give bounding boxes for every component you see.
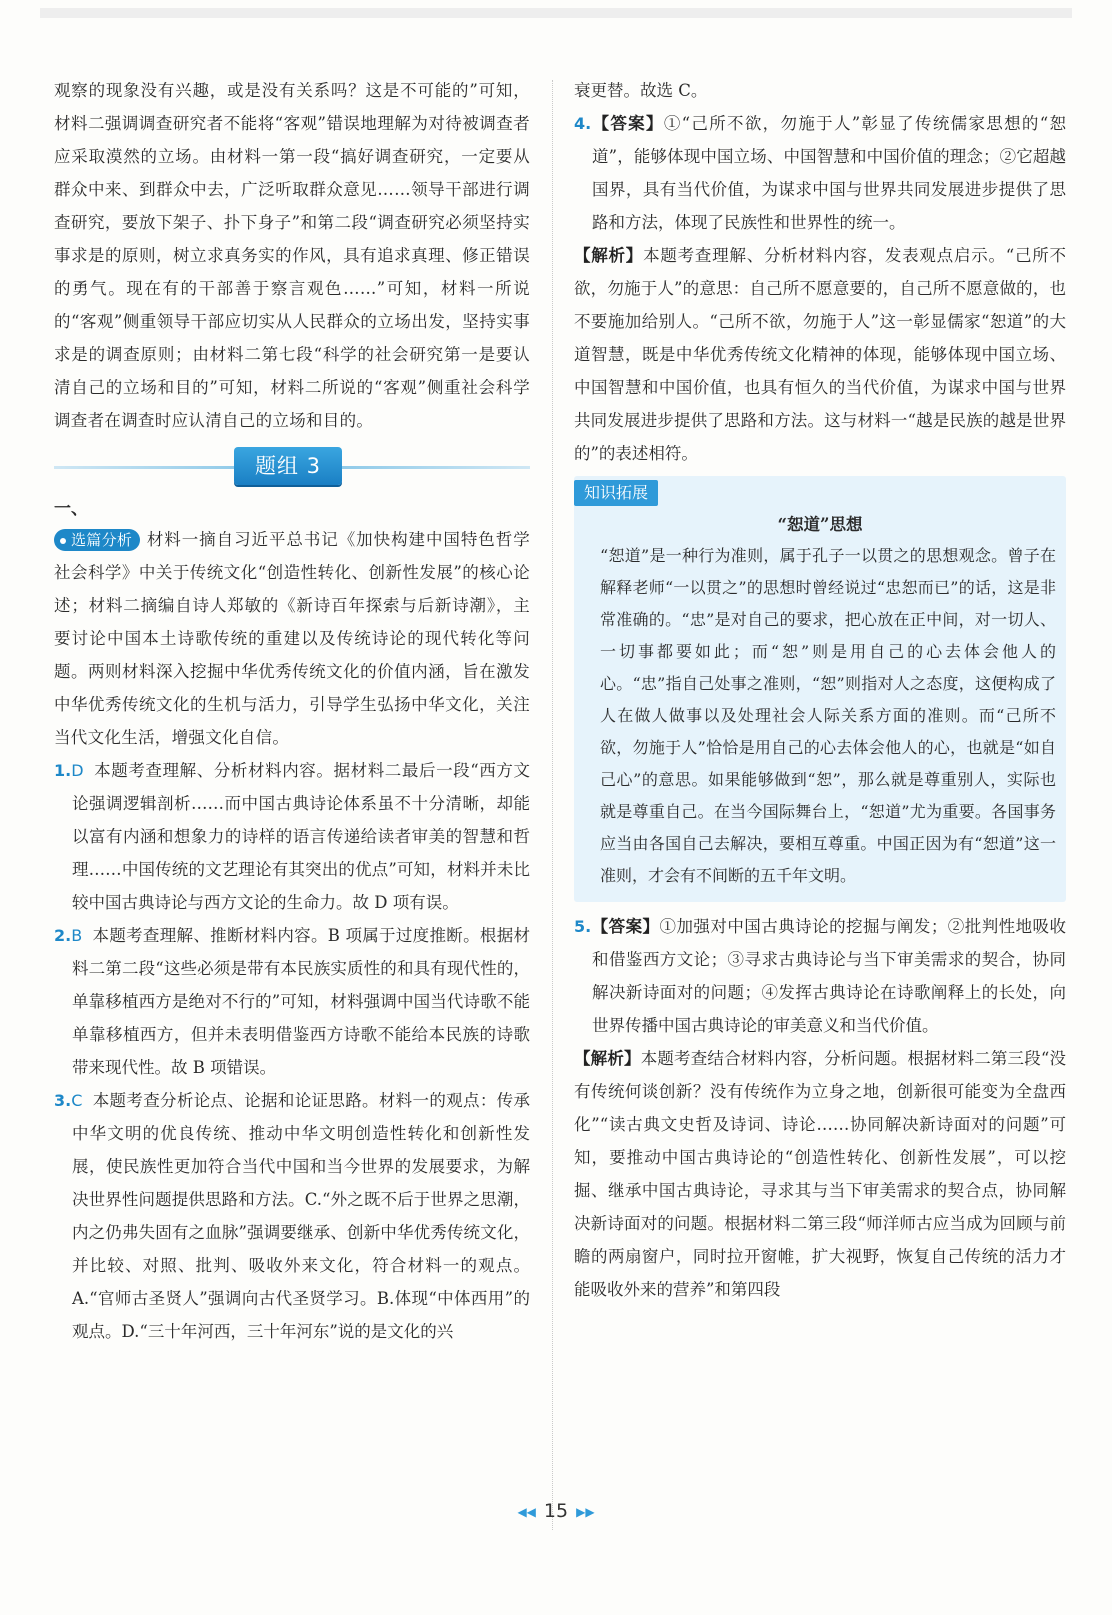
bullet-icon bbox=[60, 538, 66, 544]
knowledge-extension-box bbox=[574, 476, 1066, 902]
prev-arrow-icon: ◀◀ bbox=[517, 1504, 536, 1519]
question-5-analysis-tag: 【解析】 bbox=[574, 1049, 641, 1068]
question-4-answer-text: ①“己所不欲，勿施于人”彰显了传统儒家思想的“恕道”，能够体现中国立场、中国智慧和中国价值的理念；②它超越国界，具有当代价值，为谋求中国与世界共同发展进步提供了思路和方法，体现了民族性和世界性的统一。 bbox=[592, 114, 1067, 232]
question-2-answer: B bbox=[71, 926, 83, 945]
page-number: 15 bbox=[543, 1500, 569, 1522]
selection-analysis bbox=[54, 523, 530, 754]
question-1 bbox=[54, 754, 530, 919]
question-3-continued: 衰更替。故选 C。 bbox=[574, 81, 708, 100]
group-header bbox=[54, 447, 530, 487]
knowledge-extension-tag: 知识拓展 bbox=[574, 480, 658, 506]
question-4-answer-tag: 【答案】 bbox=[591, 114, 664, 133]
question-3 bbox=[54, 1084, 530, 1348]
question-5-analysis bbox=[574, 1042, 1066, 1306]
question-4-number: 4. bbox=[574, 114, 592, 133]
question-4-answer-block bbox=[574, 107, 1066, 239]
question-5-answer-tag: 【答案】 bbox=[591, 917, 660, 936]
question-4-analysis-tag: 【解析】 bbox=[574, 246, 644, 265]
knowledge-extension-text: “恕道”是一种行为准则，属于孔子一以贯之的思想观念。曾子在解释老师“一以贯之”的思想时曾经说过“忠恕而已”的话，这是非常准确的。“忠”是对自己的要求，把心放在正中间，对一切人、一切事都要如此；而“恕”则是用自己的心去体会他人的心。“忠”指自己处事之准则，“恕”则指对人之态度，这便构成了人在做人做事以及处理社会人际关系方面的准则。而“己所不欲，勿施于人”恰恰是用自己的心去体会他人的心，也就是“如自己心”的意思。如果能够做到“恕”，那么就是尊重别人，实际也就是尊重自己。在当今国际舞台上，“恕道”尤为重要。各国事务应当由各国自己去解决，要相互尊重。中国正因为有“恕道”这一准则，才会有不间断的五千年文明。 bbox=[600, 546, 1056, 885]
left-paragraph-continued: 观察的现象没有兴趣，或是没有关系吗？这是不可能的”可知，材料二强调调查研究者不能将“客观”错误地理解为对待被调查者应采取漠然的立场。由材料一第一段“搞好调查研究，一定要从群众中来、到群众中去，广泛听取群众意见……领导干部进行调查研究，要放下架子、扑下身子”和第二段“调查研究必须坚持实事求是的原则，树立求真务实的作风，具有追求真理、修正错误的勇气。现在有的干部善于察言观色……”可知，材料一所说的“客观”侧重领导干部应切实从人民群众的立场出发，坚持实事求是的调查原则；由材料二第七段“科学的社会研究第一是要认清自己的立场和目的”可知，材料二所说的“客观”侧重社会科学调查者在调查时应认清自己的立场和目的。 bbox=[54, 81, 530, 430]
question-1-number: 1. bbox=[54, 761, 72, 780]
question-4-analysis bbox=[574, 239, 1066, 470]
question-5-analysis-text: 本题考查结合材料内容，分析问题。根据材料二第三段“没有传统何谈创新？没有传统作为立身之地，创新很可能变为全盘西化”“读古典文史哲及诗词、诗论……协同解决新诗面对的问题”可知，要推动中国古典诗论的“创造性转化、创新性发展”，可以挖掘、继承中国古典诗论，寻求其与当下审美需求的契合点，协同解决新诗面对的问题。根据材料二第三段“师洋师古应当成为回顾与前瞻的两扇窗户，同时拉开窗帷，扩大视野，恢复自己传统的活力才能吸收外来的营养”和第四段 bbox=[574, 1049, 1067, 1299]
question-2-text: 本题考查理解、推断材料内容。B 项属于过度推断。根据材料二第二段“这些必须是带有本民族实质性的和具有现代性的，单靠移植西方是绝对不行的”可知，材料强调中国当代诗歌不能单靠移植西方，但并未表明借鉴西方诗歌不能给本民族的诗歌带来现代性。故 B 项错误。 bbox=[72, 926, 530, 1077]
question-3-answer: C bbox=[71, 1091, 83, 1110]
group-title: 题组 3 bbox=[234, 447, 342, 485]
question-2 bbox=[54, 919, 530, 1084]
knowledge-extension-title: “恕道”思想 bbox=[777, 515, 863, 534]
right-column bbox=[574, 74, 1066, 1306]
question-5-answer-block bbox=[574, 910, 1066, 1042]
question-3-number: 3. bbox=[54, 1091, 72, 1110]
scan-top-edge bbox=[40, 8, 1072, 18]
question-2-number: 2. bbox=[54, 926, 72, 945]
selection-analysis-tag-label: 选篇分析 bbox=[71, 531, 133, 549]
next-arrow-icon: ▶▶ bbox=[576, 1504, 595, 1519]
question-1-answer: D bbox=[71, 761, 84, 780]
selection-analysis-text: 材料一摘自习近平总书记《加快构建中国特色哲学社会科学》中关于传统文化“创造性转化、创新性发展”的核心论述；材料二摘编自诗人郑敏的《新诗百年探索与后新诗潮》，主要讨论中国本土诗歌传统的重建以及传统诗论的现代转化等问题。两则材料深入挖掘中华优秀传统文化的价值内涵，旨在激发中华优秀传统文化的生机与活力，引导学生弘扬中华文化，关注当代文化生活，增强文化自信。 bbox=[54, 530, 530, 747]
selection-analysis-tag bbox=[54, 529, 140, 551]
section-mark: 一、 bbox=[54, 499, 88, 519]
question-5-number: 5. bbox=[574, 917, 592, 936]
question-5-answer-text: ①加强对中国古典诗论的挖掘与阐发；②批判性地吸收和借鉴西方文论；③寻求古典诗论与当下审美需求的契合，协同解决新诗面对的问题；④发挥古典诗论在诗歌阐释上的长处，向世界传播中国古典诗论的审美意义和当代价值。 bbox=[592, 917, 1067, 1035]
page-footer bbox=[0, 1500, 1112, 1522]
question-4-analysis-text: 本题考查理解、分析材料内容，发表观点启示。“己所不欲，勿施于人”的意思：自己所不愿意要的，自己所不愿意做的，也不要施加给别人。“己所不欲，勿施于人”这一彰显儒家“恕道”的大道智慧，既是中华优秀传统文化精神的体现，能够体现中国立场、中国智慧和中国价值，也具有恒久的当代价值，为谋求中国与世界共同发展进步提供了思路和方法。这与材料一“越是民族的越是世界的”的表述相符。 bbox=[574, 246, 1067, 463]
left-column bbox=[54, 74, 530, 1348]
column-divider bbox=[552, 80, 553, 1530]
question-1-text: 本题考查理解、分析材料内容。据材料二最后一段“西方文论强调逻辑剖析……而中国古典诗论体系虽不十分清晰，却能以富有内涵和想象力的诗样的语言传递给读者审美的智慧和哲理……中国传统的文艺理论有其突出的优点”可知，材料并未比较中国古典诗论与西方文论的生命力。故 D 项有误。 bbox=[72, 761, 530, 912]
question-3-text: 本题考查分析论点、论据和论证思路。材料一的观点：传承中华文明的优良传统、推动中华文明创造性转化和创新性发展，使民族性更加符合当代中国和当今世界的发展要求，为解决世界性问题提供思路和方法。C.“外之既不后于世界之思潮，内之仍弗失固有之血脉”强调要继承、创新中华优秀传统文化，并比较、对照、批判、吸收外来文化，符合材料一的观点。A.“官师古圣贤人”强调向古代圣贤学习。B.体现“中体西用”的观点。D.“三十年河西，三十年河东”说的是文化的兴 bbox=[72, 1091, 530, 1341]
